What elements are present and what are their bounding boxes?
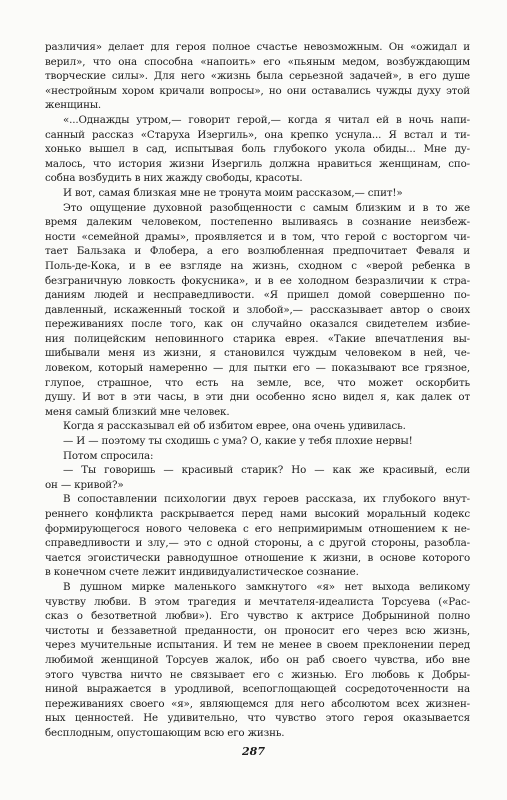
text-line: Потом спросила: [63, 449, 154, 462]
text-line: бесплодным, опустошающим всю его жизнь. [45, 726, 285, 739]
text-line: этого чувства ничто не связывает его с жизнью. Его любовь к Добры- [45, 668, 470, 681]
text-line: ловеком, который намеренно — для пытки его — показывают все грязное, [45, 362, 470, 375]
paragraph [45, 113, 470, 186]
paragraph [45, 449, 470, 464]
paragraph [45, 463, 470, 492]
paragraph [45, 580, 470, 741]
paragraph [45, 492, 470, 580]
text-line: ниной выражается в уродливой, всепоглощающей сосредоточенности на [45, 683, 470, 696]
paragraph [45, 40, 470, 113]
text-line: «нестройным хором кричали вопросы», но они оставались чужды духу этой [45, 84, 470, 97]
text-line: ния полицейским неповинного старика еврея. «Такие впечатления вы- [45, 332, 470, 345]
text-line: даниям людей и несправедливости. «Я пришел домой совершенно по- [45, 289, 470, 302]
page-body-text [45, 40, 470, 741]
text-line: различия» делает для героя полное счастье невозможным. Он «ожидал и [45, 41, 470, 53]
text-line: формирующегося нового человека с его непримиримым отношением к не- [45, 522, 470, 535]
text-line: тает Бальзака и Флобера, а его возлюбленная предпочитает Феваля и [45, 245, 470, 258]
text-line: ности «семейной драмы», проявляется и в том, что герой с восторгом чи- [45, 230, 470, 243]
text-line: чается эгоистически равнодушное отношение к жизни, в основе которого [45, 551, 470, 564]
text-line: «...Однажды утром,— говорит герой,— когда я читал ей в ночь напи- [63, 113, 470, 126]
paragraph [45, 419, 470, 434]
text-line: глупое, страшное, что есть на земле, все, что может оскорбить [45, 376, 470, 389]
text-line: верил», что она способна «напоить» его «пьяным медом, возбуждающим [45, 55, 470, 68]
text-line: хонько вышел в сад, испытывая боль глубокого укола обиды... Мне ду- [45, 143, 470, 156]
text-line: Поль-де-Кока, и в ее взгляде на жизнь, сходном с «верой ребенка в [45, 259, 470, 272]
page-number: 287 [242, 745, 265, 758]
text-line: через мучительные испытания. И тем не менее в своем преклонении перед [45, 639, 470, 652]
text-line: чистоты и беззаветной преданности, он проносит его через всю жизнь, [45, 624, 470, 637]
text-line: время далеким человеком, постепенно выливаясь в сознание неизбеж- [45, 216, 470, 229]
text-line: переживаниях своего «я», являющемся для него абсолютом всех жизнен- [45, 697, 470, 710]
text-line: — Ты говоришь — красивый старик? Но — как же красивый, если [63, 464, 470, 477]
text-line: В душном мирке маленького замкнутого «я» нет выхода великому [63, 580, 470, 593]
paragraph [45, 434, 470, 449]
text-line: безграничную ловкость фокусника», и в ее холодном безразличии к стра- [45, 274, 470, 287]
text-line: он — кривой?» [45, 478, 124, 491]
text-line: И вот, самая близкая мне не тронута моим рассказом,— спит!» [63, 186, 403, 199]
text-line: меня самый близкий мне человек. [45, 405, 230, 418]
text-line: Это ощущение духовной разобщенности с самым близким и в то же [63, 201, 470, 214]
text-line: санный рассказ «Старуха Изергиль», она крепко уснула... Я встал и ти- [45, 128, 470, 141]
text-line: В сопоставлении психологии двух героев рассказа, их глубокого внут- [63, 493, 470, 506]
text-line: — И — поэтому ты сходишь с ума? О, какие у тебя плохие нервы! [63, 435, 413, 448]
paragraph [45, 186, 470, 201]
text-line: переживаниях после того, как он случайно оказался свидетелем избие- [45, 318, 470, 331]
text-line: женщины. [45, 99, 101, 112]
text-line: собна возбудить в них жажду свободы, красоты. [45, 172, 303, 185]
text-line: шибывали меня из жизни, я становился чуждым человеком в ней, че- [45, 347, 470, 360]
text-line: давленный, искаженный тоской и злобой»,— рассказывает автор о своих [45, 303, 470, 316]
text-line: душу. И вот в эти часы, в эти дни особенно ясно видел я, как далек от [45, 391, 470, 404]
text-line: любимой женщиной Торсуев жалок, ибо он раб своего чувства, ибо вне [45, 653, 470, 666]
text-line: справедливости и злу,— это с одной стороны, а с другой стороны, разобла- [45, 537, 470, 550]
paragraph [45, 201, 470, 420]
text-line: малось, что история жизни Изергиль должна нравиться женщинам, спо- [45, 157, 470, 170]
text-line: ных ценностей. Не удивительно, что чувство этого героя оказывается [45, 712, 470, 725]
text-line: Когда я рассказывал ей об избитом еврее, она очень удивилась. [63, 420, 406, 433]
text-line: чувству любви. В этом трагедия и мечтателя-идеалиста Торсуева («Рас- [45, 595, 470, 608]
text-line: реннего конфликта раскрывается перед нами высокий моральный кодекс [45, 508, 470, 520]
text-line: творческие силы». Для него «жизнь была серьезной задачей», в его душе [45, 70, 470, 83]
text-line: в конечном счете лежит индивидуалистическое сознание. [45, 566, 359, 579]
text-line: сказ о безответной любви»). Его чувство к актрисе Добрыниной полно [45, 610, 470, 623]
